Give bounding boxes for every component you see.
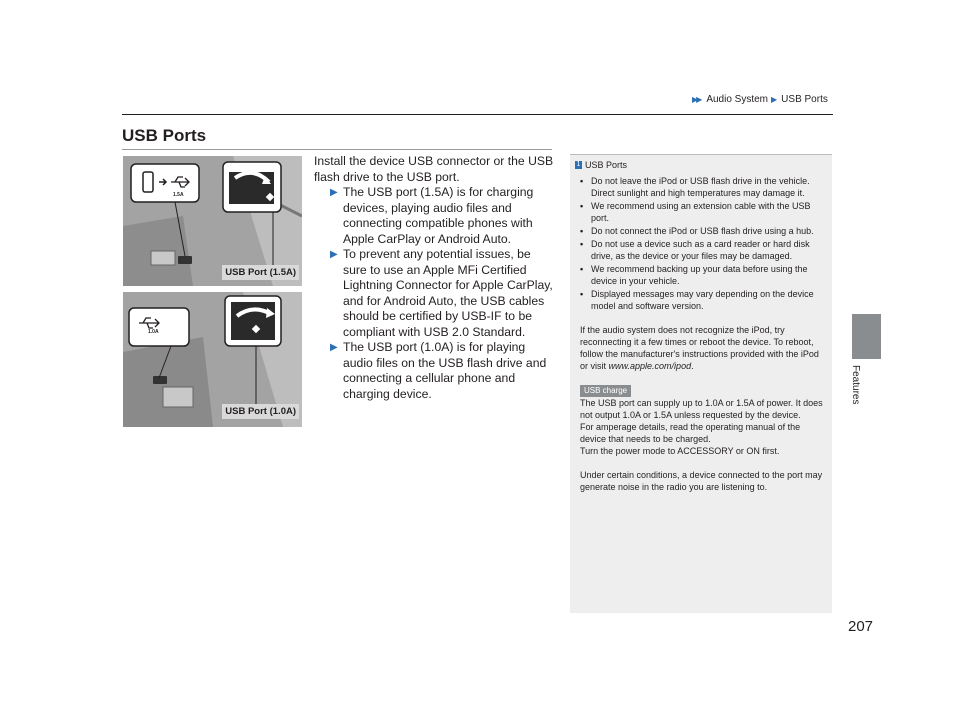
rating-1-5a: 1.5A [173, 192, 184, 198]
instruction-item [330, 247, 555, 340]
note-header [570, 155, 832, 171]
note-paragraph: Under certain conditions, a device connected to the port may generate noise in the radio you are listening to. [580, 470, 823, 492]
note-paragraph: Turn the power mode to ACCESSORY or ON first. [580, 446, 780, 456]
usb-charge-badge: USB charge [580, 385, 631, 397]
bullet-dot-icon: • [580, 226, 584, 236]
breadcrumb-arrow-icon: ▶▶ [692, 95, 701, 104]
note-list [580, 175, 824, 312]
note-item [580, 175, 824, 199]
instruction-item [330, 340, 555, 402]
usb-port-1-5a-photo [123, 156, 302, 286]
bullet-dot-icon: • [580, 289, 584, 299]
breadcrumb-item-audio-system[interactable]: Audio System [706, 94, 769, 105]
note-item [580, 263, 824, 287]
note-item [580, 288, 824, 312]
note-item [580, 238, 824, 262]
instruction-list [330, 185, 555, 402]
instruction-text: The USB port (1.5A) is for charging devices, playing audio files and connecting compatible phones with Apple CarPlay or Android Auto. [343, 185, 534, 246]
bullet-dot-icon: • [580, 201, 584, 211]
note-item-text: Do not use a device such as a card reader or hard disk drive, as the device or your files may be damaged. [591, 239, 810, 261]
note-item [580, 225, 824, 237]
section-tab-label [845, 365, 865, 425]
usb-port-1-5a-label: USB Port (1.5A) [222, 265, 299, 280]
instruction-text: To prevent any potential issues, be sure to use an Apple MFi Certified Lightning Connector for Apple CarPlay, and for Android Auto, the USB cables should be certified by USB-IF to be compliant with USB 2.0 Standard. [343, 247, 553, 339]
note-paragraph: The USB port can supply up to 1.0A or 1.5A of power. It does not output 1.0A or 1.5A unless requested by the device. [580, 398, 823, 420]
rating-1-0a: 1.0A [148, 329, 159, 335]
breadcrumb-arrow-icon: ▶ [771, 95, 776, 104]
usb-charge-section [570, 384, 832, 397]
note-item-text: Do not connect the iPod or USB flash drive using a hub. [591, 226, 814, 236]
section-tab[interactable] [852, 314, 881, 359]
instruction-text: The USB port (1.0A) is for playing audio files on the USB flash drive and connecting a cellular phone and charging device. [343, 340, 547, 401]
page-number: 207 [848, 618, 874, 635]
note-item [580, 200, 824, 224]
page-title: USB Ports [122, 126, 207, 145]
note-paragraph: For amperage details, read the operating manual of the device that needs to be charged. [580, 422, 801, 444]
note-item-text: Do not leave the iPod or USB flash drive in the vehicle. Direct sunlight and high temperatures may damage it. [591, 176, 810, 198]
apple-link[interactable]: www.apple.com/ipod [608, 361, 692, 371]
note-box [570, 154, 832, 613]
bullet-dot-icon: • [580, 264, 584, 274]
note-paragraph [580, 324, 824, 372]
bullet-dot-icon: • [580, 239, 584, 249]
arrow-icon: ▶ [330, 342, 338, 353]
section-tab-text: Features [850, 365, 861, 405]
note-paragraph-text: If the audio system does not recognize the iPod, try reconnecting it a few times or reboot the device. To reboot, follow the manufacturer's instructions provided with the iPod or visit [580, 325, 819, 371]
intro-text: Install the device USB connector or the USB flash drive to the USB port. [314, 154, 554, 184]
note-item-text: We recommend using an extension cable with the USB port. [591, 201, 811, 223]
instruction-item [330, 185, 555, 247]
breadcrumb-item-usb-ports[interactable]: USB Ports [781, 94, 828, 105]
note-heading: USB Ports [585, 160, 628, 170]
note-item-text: Displayed messages may vary depending on the device model and software version. [591, 289, 814, 311]
title-divider [122, 149, 552, 150]
note-item-text: We recommend backing up your data before using the device in your vehicle. [591, 264, 808, 286]
usb-port-1-0a-label: USB Port (1.0A) [222, 404, 299, 419]
arrow-icon: ▶ [330, 249, 338, 260]
breadcrumb [692, 94, 828, 105]
arrow-icon: ▶ [330, 187, 338, 198]
note-paragraph-end: . [691, 361, 694, 371]
usb-port-1-0a-photo [123, 292, 302, 427]
note-number: 1 [576, 161, 581, 168]
bullet-dot-icon: • [580, 176, 584, 186]
header-divider [122, 114, 833, 115]
